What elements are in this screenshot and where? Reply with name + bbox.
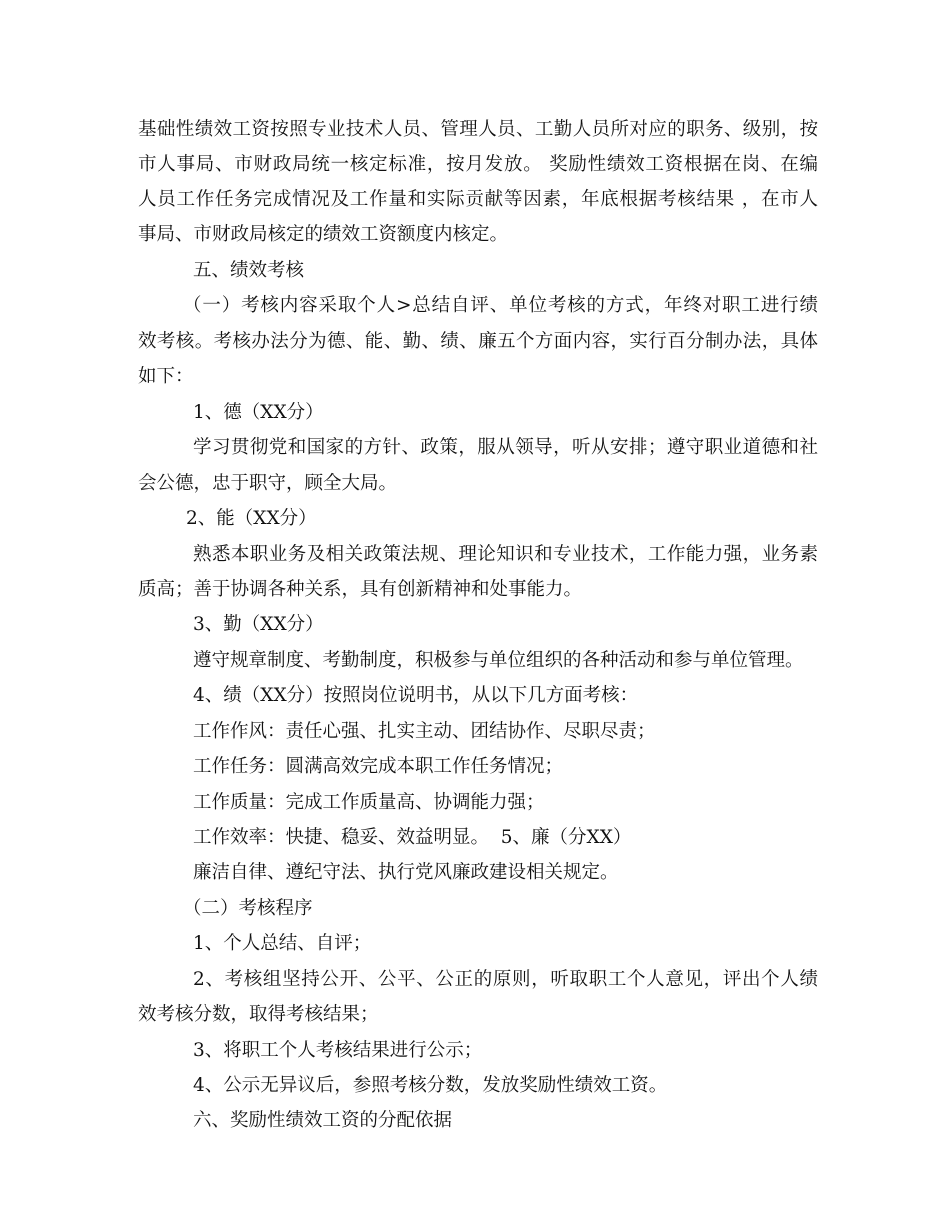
text-line: 事局、市财政局核定的绩效工资额度内核定。 [138,224,509,245]
text-line: 效考核。考核办法分为德、能、勤、绩、廉五个方面内容，实行百分制办法，具体 [138,331,818,352]
text-line: 3、将职工个人考核结果进行公示； [193,1040,483,1061]
text-line: 1、个人总结、自评； [193,933,372,954]
text-line: 工作任务：圆满高效完成本职工作任务情况； [193,756,564,777]
section-heading: 五、绩效考核 [193,260,305,281]
text-line: 廉洁自律、遵纪守法、执行党风廉政建设相关规定。 [193,862,619,883]
item-heading: 3、勤（XX分） [193,614,324,635]
section-heading: 六、奖励性绩效工资的分配依据 [193,1110,453,1131]
text-line: 工作质量：完成工作质量高、协调能力强； [193,792,545,813]
subsection-text: （一）考核内容采取个人>总结自评、单位考核的方式，年终对职工进行绩 [183,295,818,316]
item-heading: 2、能（XX分） [186,508,317,529]
text-line: 质高；善于协调各种关系，具有创新精神和处事能力。 [138,579,583,600]
text-line: 效考核分数，取得考核结果； [138,1004,379,1025]
text-line: 学习贯彻党和国家的方针、政策，服从领导，听从安排；遵守职业道德和社 [193,437,818,458]
text-line: 基础性绩效工资按照专业技术人员、管理人员、工勤人员所对应的职务、级别，按 [138,119,818,140]
text-line: 市人事局、市财政局统一核定标准，按月发放。 奖励性绩效工资根据在岗、在编 [138,154,818,175]
text-line: 人员工作任务完成情况及工作量和实际贡献等因素，年底根据考核结果 ，在市人 [138,189,818,210]
text-line: 会公德，忠于职守，顾全大局。 [138,473,398,494]
subsection-heading: （二）考核程序 [183,898,313,919]
text-line: 工作效率：快捷、稳妥、效益明显。 5、廉（分XX） [193,827,632,848]
text-line: 熟悉本职业务及相关政策法规、理论知识和专业技术，工作能力强，业务素 [193,544,818,565]
text-line: 4、公示无异议后，参照考核分数，发放奖励性绩效工资。 [193,1075,668,1096]
item-heading: 4、绩（XX分）按照岗位说明书，从以下几方面考核： [193,685,639,706]
text-line: 如下： [138,366,194,387]
item-heading: 1、德（XX分） [193,402,324,423]
text-line: 工作作风：责任心强、扎实主动、团结协作、尽职尽责； [193,721,656,742]
text-line: 遵守规章制度、考勤制度，积极参与单位组织的各种活动和参与单位管理。 [193,650,804,671]
text-line: 2、考核组坚持公开、公平、公正的原则，听取职工个人意见，评出个人绩 [193,969,818,990]
